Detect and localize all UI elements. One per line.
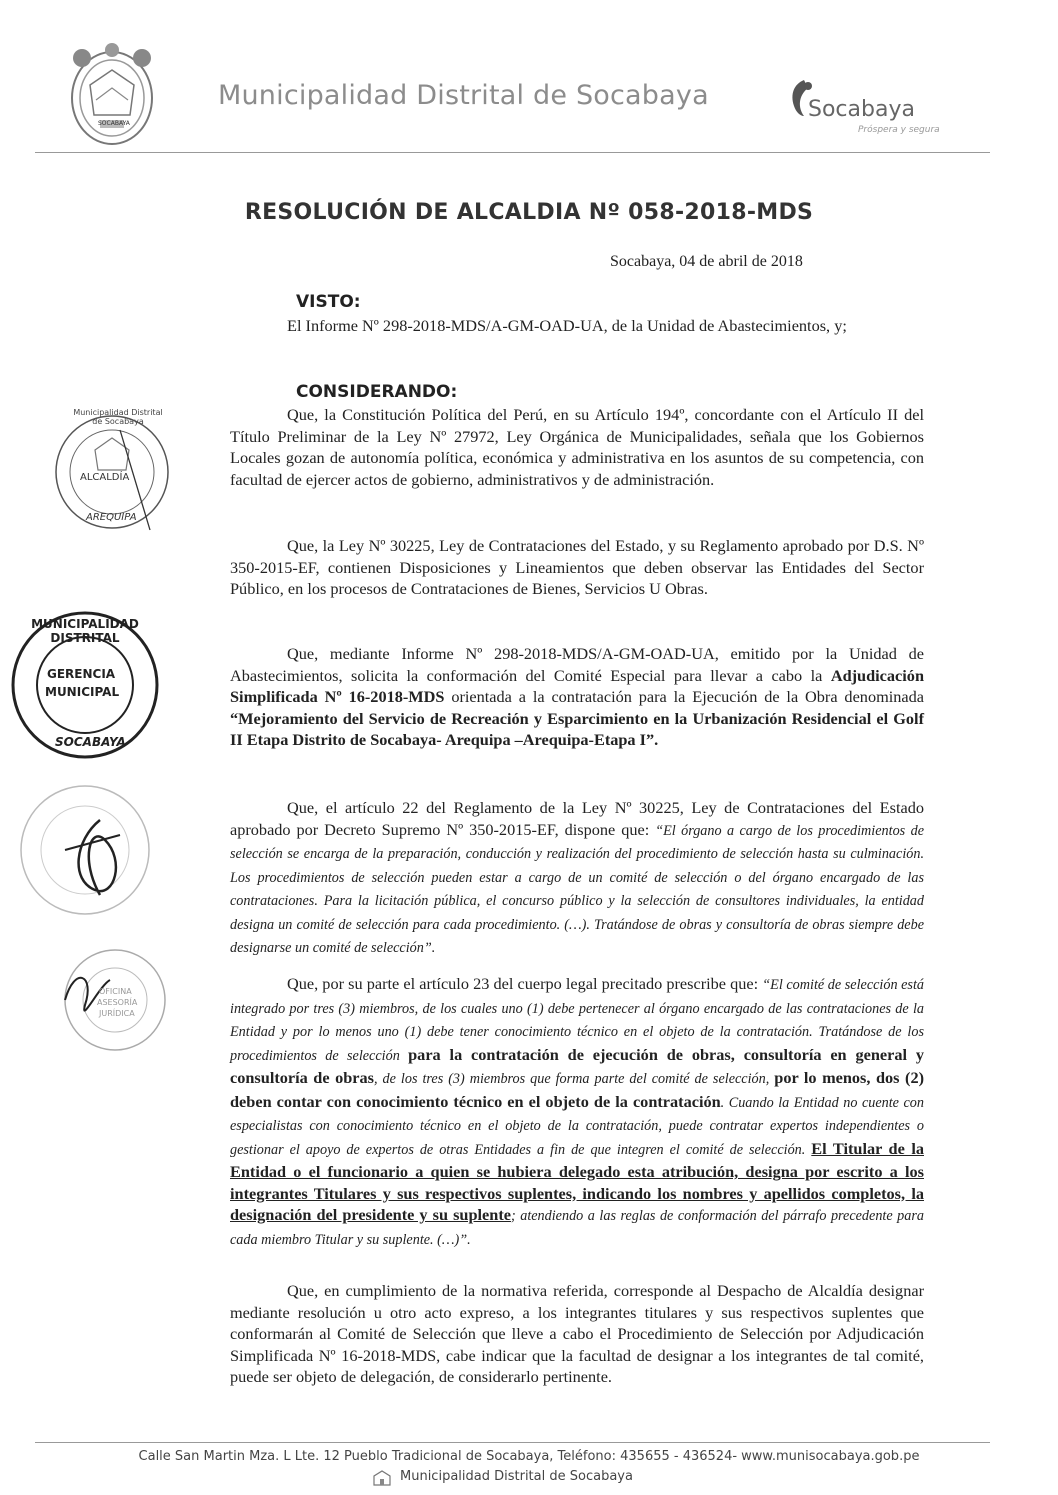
footer-org: Municipalidad Distrital de Socabaya (400, 1469, 633, 1484)
asesoria-stamp-line1: OFICINA (99, 987, 132, 996)
asesoria-stamp-line2: ASESORÍA (97, 998, 138, 1007)
asesoria-stamp-line3: JURÍDICA (99, 1009, 135, 1018)
faint-stamp-with-signature (5, 780, 170, 920)
alcaldia-stamp (50, 410, 175, 540)
footer-divider (35, 1442, 990, 1443)
paragraph-5-quote-b: , de los tres (3) miembros que forma parte del comité de selección, (374, 1071, 775, 1087)
paragraph-3 (230, 643, 924, 751)
paragraph-5-bold-a: para la contratación de ejecución de obras, consultoría en general y consultoría de obras (230, 1044, 925, 1087)
paragraph-5-quote-c: . Cuando la Entidad no cuente con especialistas con conocimiento técnico en el objeto de la contratación, puede contratar expertos independientes o gestionar el apoyo de expertos de otras Entidades a fin de que integren el comité de selección. (230, 1094, 924, 1158)
visto-heading: VISTO: (296, 292, 361, 312)
paragraph-4-quote: “El órgano a cargo de los procedimientos de selección se encarga de la preparación, conducción y realización del procedimiento de selección hasta su culminación. Los procedimientos de selección pueden estar a cargo de un comité de selección o del órgano encargado de las contrataciones. Para la licitación pública, el concurso público y la selección de consultores individuales, la entidad designa un comité de selección para cada procedimiento. (…). Tratándose de obras y consultoría de obras siempre debe designarse un comité de selección”. (230, 822, 925, 956)
paragraph-5 (230, 973, 924, 1251)
paragraph-2: Que, la Ley Nº 30225, Ley de Contrataciones del Estado, y su Reglamento aprobado por D.S. Nº 350-2015-EF, contienen Disposiciones y Lineamientos que deben observar las Entidades del Sector Público, en los procesos de Contrataciones de Bienes, Servicios U Obras. (230, 536, 924, 598)
resolution-date: Socabaya, 04 de abril de 2018 (610, 253, 803, 270)
gerencia-stamp-line1: GERENCIA (47, 667, 116, 681)
paragraph-6: Que, en cumplimiento de la normativa referida, corresponde al Despacho de Alcaldía designar mediante resolución u otro acto expreso, a los integrantes titulares y sus respectivos suplentes que conformarán al Comité de Selección que lleve a cabo el Procedimiento de Selección por Adjudicación Simplificada Nº 16-2018-MDS, cabe indicar que la facultad de designar a los integrantes de tal comité, puede ser objeto de delegación, de considerarlo pertinente. (230, 1281, 924, 1386)
considerando-heading: CONSIDERANDO: (296, 382, 458, 402)
alcaldia-stamp-center: ALCALDÍA (80, 472, 130, 483)
paragraph-5-quote-a: “El comité de selección está integrado por tres (3) miembros, de los cuales uno (1) debe pertenecer al órgano encargado de las contrataciones de la Entidad y por lo menos uno (1) debe tener conocimiento técnico en el objeto de la contratación. Tratándose de los procedimientos de selección (230, 977, 924, 1064)
paragraph-4 (230, 797, 924, 960)
asesoria-juridica-stamp (55, 945, 175, 1055)
paragraph-5-quote-d: ; atendiendo a las reglas de conformación del párrafo precedente para cada miembro Titular y su suplente. (…)”. (230, 1208, 924, 1248)
paragraph-3-text-c: orientada a la contratación para la Ejecución de la Obra denominada (444, 687, 924, 706)
alcaldia-stamp-bottom: AREQUIPA (86, 512, 137, 523)
municipal-crest-logo (60, 40, 165, 150)
gerencia-municipal-stamp (5, 605, 165, 765)
header-title: Municipalidad Distrital de Socabaya (218, 80, 709, 111)
footer-address: Calle San Martin Mza. L Lte. 12 Pueblo Tradicional de Socabaya, Teléfono: 435655 - 436524- www.munisocabaya.gob.pe (138, 1449, 920, 1464)
alcaldia-stamp-ring-text: Municipalidad Distrital de Socabaya (73, 408, 163, 426)
visto-text: El Informe Nº 298-2018-MDS/A-GM-OAD-UA, de la Unidad de Abastecimientos, y; (287, 316, 847, 335)
paragraph-3-procedure: Adjudicación Simplificada Nº 16-2018-MDS (230, 665, 924, 706)
paragraph-3-project-name: “Mejoramiento del Servicio de Recreación y Esparcimiento en la Urbanización Residencial el Golf II Etapa Distrito de Socabaya- Arequipa –Arequipa-Etapa I”. (230, 708, 924, 749)
header-divider (35, 152, 990, 153)
footer-building-icon (373, 1470, 391, 1491)
gerencia-stamp-ring-text: MUNICIPALIDAD DISTRITAL (31, 617, 139, 645)
paragraph-1: Que, la Constitución Política del Perú, en su Artículo 194º, concordante con el Artículo II del Título Preliminar de la Ley Nº 27972, Ley Orgánica de Municipalidades, señala que los Gobiernos Locales gozan de autonomía política, económica y administrativa en los asuntos de su competencia, con facultad de ejercer actos de gobierno, administrativos y de administración. (230, 405, 924, 489)
gerencia-stamp-line2: MUNICIPAL (45, 685, 120, 699)
crest-label: SOCABAYA (98, 120, 130, 127)
paragraph-3-text-a: Que, mediante Informe Nº 298-2018-MDS/A-GM-OAD-UA, emitido por la Unidad de Abastecimientos, solicita la conformación del Comité Especial para llevar a cabo la (230, 644, 924, 685)
paragraph-5-bold-b: por lo menos, dos (2) deben contar con conocimiento técnico en el objeto de la contratación (230, 1068, 925, 1111)
resolution-title: RESOLUCIÓN DE ALCALDIA Nº 058-2018-MDS (244, 200, 814, 225)
paragraph-4-text-a: Que, el artículo 22 del Reglamento de la Ley Nº 30225, Ley de Contrataciones del Estado aprobado por Decreto Supremo Nº 350-2015-EF, dispone que: (230, 798, 924, 839)
brand-logo-text: Socabaya (808, 97, 915, 122)
paragraph-5-text-a: Que, por su parte el artículo 23 del cuerpo legal precitado prescribe que: (287, 974, 763, 993)
paragraph-5-underlined: El Titular de la Entidad o el funcionario a quien se hubiera delegado esta atribución, designa por escrito a los integrantes Titulares y sus respectivos suplentes, indicando los nombres y apellidos completos, la designación del presidente y su suplente (230, 1138, 924, 1224)
brand-tagline: Próspera y segura (858, 125, 940, 135)
gerencia-stamp-bottom: SOCABAYA (55, 735, 126, 749)
